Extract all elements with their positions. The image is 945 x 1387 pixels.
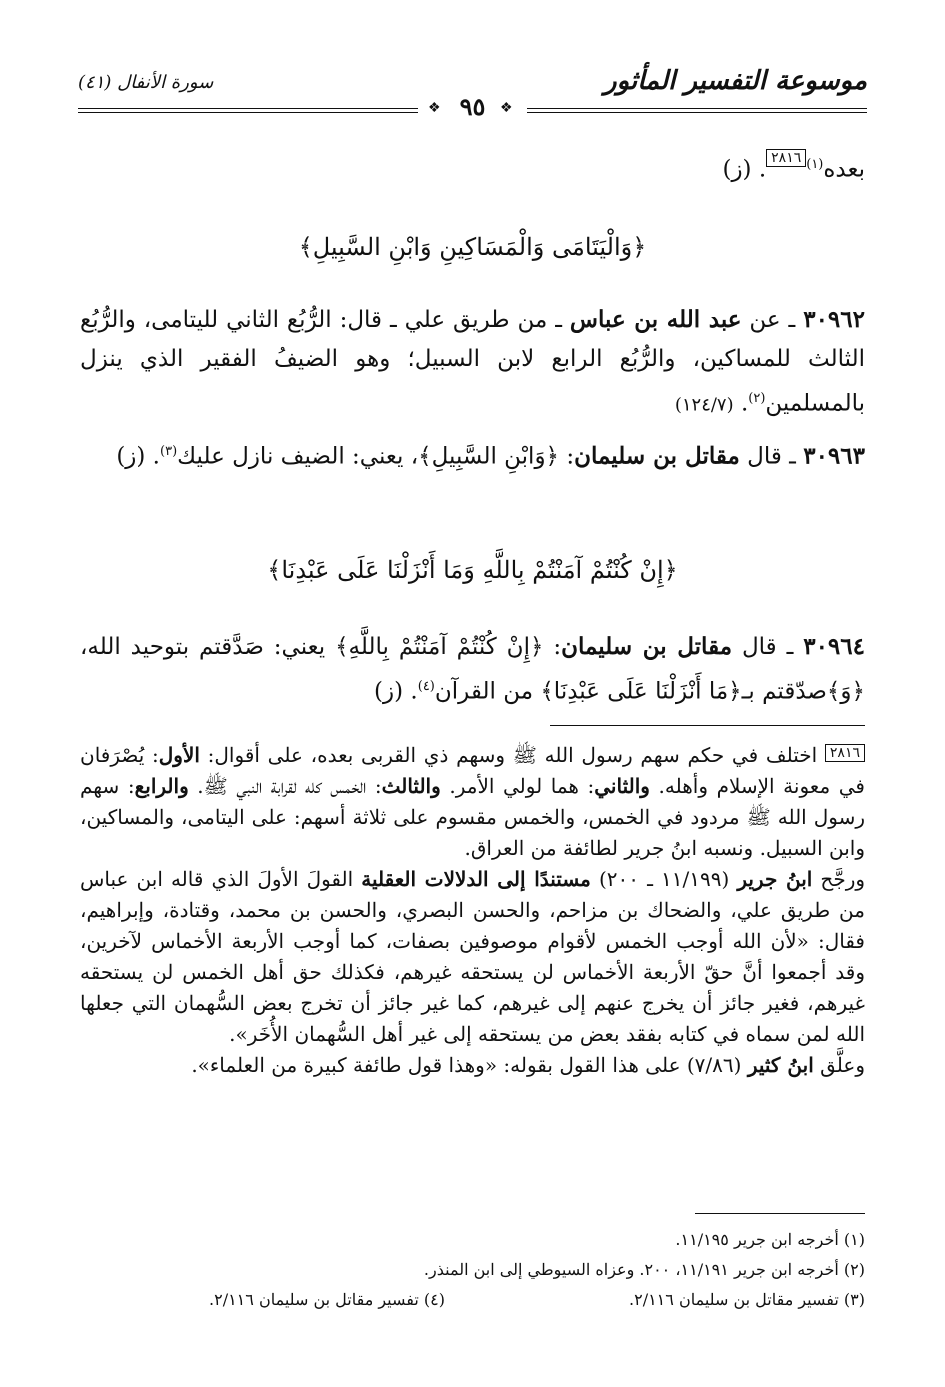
commentary-block [80,740,865,1081]
page-number: ٩٥ [459,92,486,121]
ornament-left-icon: ❖ [428,100,441,116]
narration-entry: ٣٠٩٦٣ ـ قال مقاتل بن سليمان: ﴿وَابْنِ السَّبِيلِ﴾، يعني: الضيف نازل عليك$^{(٣)}$. (ز) [116,442,865,470]
header-rule-right-2 [527,112,867,113]
footnote-marker: (١) [806,157,824,172]
footnote: (٢) أخرجه ابن جرير ١١/١٩١، ٢٠٠. وعزاه السيوطي إلى ابن المنذر. [423,1260,865,1279]
narrator-name: مقاتل بن سليمان [561,633,733,660]
header-rule-left [78,108,418,109]
footnote: (١) أخرجه ابن جرير ١١/١٩٥. [675,1230,865,1249]
commentary-paragraph: وعلَّق ابنُ كثير (٧/٨٦) على هذا القول بقوله: «وهذا قول طائفة كبيرة من العلماء». [191,1053,865,1077]
narration-entry: ٣٠٩٦٤ ـ قال مقاتل بن سليمان: ﴿إِنْ كُنْتُمْ آمَنْتُمْ بِاللَّهِ﴾ يعني: صَدَّقتم بتوحيد الله، ﴿وَ﴾صدّقتم بـ﴿مَا أَنْزَلْنَا عَلَى عَبْدِنَا﴾ من القرآن$^{(٤)}$. (ز) [80,633,865,705]
narrator-name: عبد الله بن عباس [569,306,742,333]
book-title: موسوعة التفسير المأثور [604,66,867,96]
narrator-name: مقاتل بن سليمان [574,442,740,470]
carryover-line: بعده$^{(١)}$٢٨١٦. (ز) [722,150,865,183]
commentary-ref-box: ٢٨١٦ [825,744,865,762]
footnote-marker: (٢) [748,391,766,406]
narration-number: ٣٠٩٦٣ [803,442,865,470]
footnote-separator [695,1213,865,1214]
volume-page-ref: (١٢٤/٧) [674,394,734,416]
narration-number: ٣٠٩٦٢ [803,306,865,333]
narration-number: ٣٠٩٦٤ [803,633,865,660]
footnote: (٣) تفسير مقاتل بن سليمان ٢/١١٦. (٤) تفسير مقاتل بن سليمان ٢/١١٦. [209,1290,865,1309]
surah-label: سورة الأنفال (٤١) [78,72,214,93]
commentary-separator [550,725,865,726]
commentary-paragraph: ورجَّح ابنُ جرير (١١/١٩٩ ـ ٢٠٠) مستندًا إلى الدلالات العقلية القولَ الأولَ الذي قاله ابن عباس من طريق علي، والضحاك بن مزاحم، والحسن البصري، والحسن بن محمد، وقتادة، وإبراهيم، فقال: «لأن الله أوجب الخمس لأقوام موصوفين بصفات، كما أوجب الأربعة الأخماس لآخرين، وقد أجمعوا أنَّ حقّ الأربعة الأخماس لن يستحقه غيرهم، فكذلك حق أهل الخمس لن يستحقه غيرهم، فغير جائز أن يخرج عنهم إلى غيرهم، كما غير جائز أن تخرج بعض السُّهمان التي جعلها الله لمن سماه في كتابه بفقد بعض من يستحقه إلى غير أهل السُّهمان الأُخَر». [80,867,866,1046]
verse-heading: ﴿إِنْ كُنْتُمْ آمَنْتُمْ بِاللَّهِ وَمَا أَنْزَلْنَا عَلَى عَبْدِنَا﴾ [267,556,678,584]
footnote-marker: (٣) [160,444,178,459]
commentary-ref-box: ٢٨١٦ [766,149,806,167]
header-rule-left-2 [78,112,418,113]
header-rule-right [527,108,867,109]
footnotes [80,1225,865,1315]
footnote-marker: (٤) [417,679,435,694]
commentary-paragraph: ٢٨١٦ اختلف في حكم سهم رسول الله ﷺ وسهم ذي القربى بعده، على أقوال: الأول: يُصْرَفان في معونة الإسلام وأهله. والثاني: هما لولي الأمر. والثالث: الخمس كله لقرابة النبي ﷺ. والرابع: سهم رسول الله ﷺ مردود في الخمس، والخمس مقسوم على ثلاثة أسهم: على اليتامى، والمساكين، وابن السبيل. ونسبه ابنُ جرير لطائفة من العراق. [80,743,865,860]
verse-heading: ﴿وَالْيَتَامَى وَالْمَسَاكِينِ وَابْنِ السَّبِيلِ﴾ [298,233,647,261]
ornament-right-icon: ❖ [500,100,513,116]
narration-entry: ٣٠٩٦٢ ـ عن عبد الله بن عباس ـ من طريق علي ـ قال: الرُّبُع الثاني لليتامى، والرُّبُع الثالث للمساكين، والرُّبُع الرابع لابن السبيل؛ وهو الضيفُ الفقير الذي ينزل بالمسلمين$^{(٢)}$. (١٢٤/٧) [80,306,865,417]
